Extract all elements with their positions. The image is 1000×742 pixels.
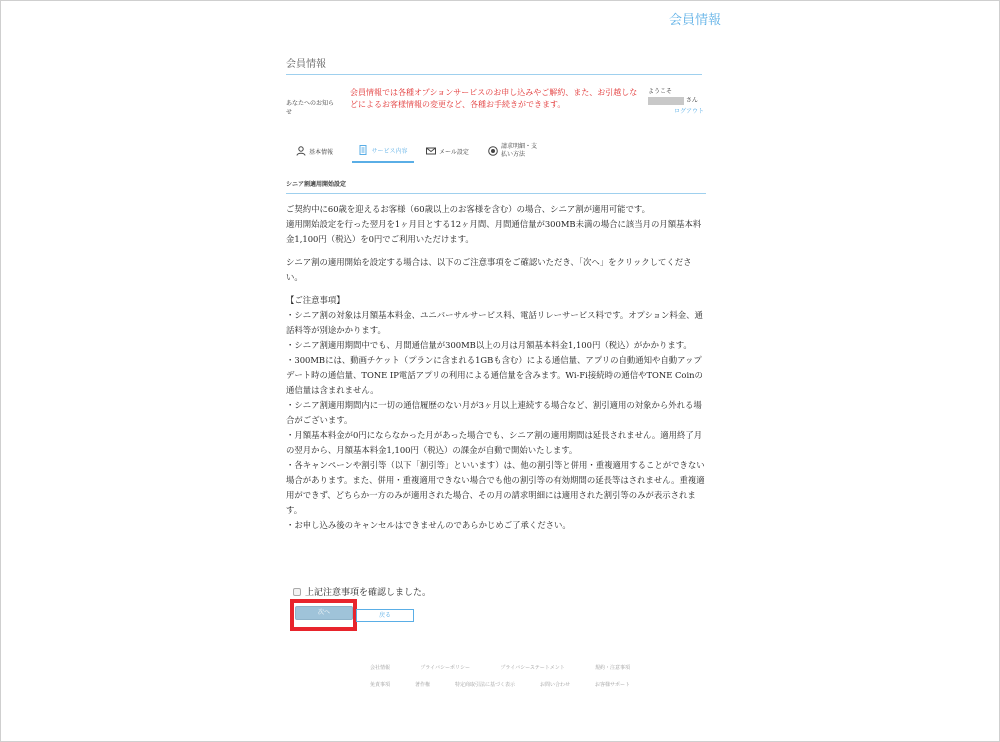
footer	[370, 664, 630, 698]
next-button[interactable]: 次へ	[295, 606, 353, 620]
member-info-link[interactable]: 会員情報	[668, 13, 721, 28]
footer-link-privacy-policy[interactable]: プライバシーポリシー	[420, 665, 471, 671]
tab-billing[interactable]	[488, 139, 537, 163]
tab-service[interactable]	[352, 139, 414, 163]
note-item: ・シニア割の対象は月額基本料金、ユニバーサルサービス料、電話リレーサービス料です。オプション料金、通話料等が別途かかります。	[286, 310, 703, 335]
user-name-mask	[648, 97, 684, 105]
footer-link-privacy-statement[interactable]: プライバシーステートメント	[500, 665, 565, 671]
intro-paragraph-2: 適用開始設定を行った翌月を1ヶ月目とする12ヶ月間、月間通信量が300MB未満の場合に該当月の月額基本料金1,100円（税込）を0円でご利用いただけます。	[286, 219, 702, 244]
footer-row-2	[370, 681, 630, 688]
notice-text: 会員情報では各種オプションサービスのお申し込みやご解約、また、お引越しなどによるお客様情報の変更など、各種お手続きができます。	[350, 88, 638, 109]
section-title: シニア割適用開始設定	[286, 179, 706, 194]
footer-row-1	[370, 664, 630, 671]
tab-billing-label: 請求明細・支払い方法	[501, 143, 538, 158]
confirm-checkbox-row[interactable]	[293, 585, 431, 598]
footer-link-contact[interactable]: お問い合わせ	[539, 682, 570, 688]
mail-icon	[426, 146, 436, 156]
confirm-checkbox[interactable]	[293, 588, 301, 596]
note-item: ・シニア割適用期間中でも、月間通信量が300MB以上の月は月額基本料金1,100円（税込）がかかります。	[286, 340, 692, 350]
confirm-checkbox-label: 上記注意事項を確認しました。	[305, 588, 432, 598]
billing-icon	[488, 146, 498, 156]
note-item: ・300MBには、動画チケット（プランに含まれる1GBも含む）による通信量、アプリの自動通知や自動アップデート時の通信量、TONE IP電話アプリの利用による通信量を含みます。Wi-Fi接続時の通信やTONE Coinの通信量は含まれません。	[286, 355, 703, 395]
instruction-paragraph: シニア割の適用開始を設定する場合は、以下のご注意事項をご確認いただき、「次へ」をクリックしてください。	[286, 257, 692, 282]
user-icon	[296, 146, 306, 156]
document-icon	[358, 145, 368, 155]
welcome-suffix: さん	[685, 97, 698, 104]
page-title: 会員情報	[286, 55, 702, 75]
notes-heading: 【ご注意事項】	[286, 295, 345, 305]
tab-service-label: サービス内容	[371, 147, 408, 155]
footer-link-copyright[interactable]: 著作権	[414, 682, 430, 688]
footer-link-support[interactable]: お客様サポート	[594, 682, 630, 688]
back-button[interactable]: 戻る	[356, 609, 414, 622]
note-item: ・お申し込み後のキャンセルはできませんのであらかじめご了承ください。	[286, 520, 571, 530]
notice-label: あなたへのお知らせ	[286, 100, 335, 116]
note-item: ・各キャンペーンや割引等（以下「割引等」といいます）は、他の割引等と併用・重複適用することができない場合があります。また、併用・重複適用できない場合でも他の割引等の有効期間の延長等はされません。重複適用ができず、どちらか一方のみが適用された場合、その月の請求明細には適用された割引等のみが表示されます。	[286, 460, 705, 515]
tab-mail-settings[interactable]	[426, 139, 469, 163]
footer-link-company[interactable]: 会社情報	[370, 665, 391, 671]
tab-bar	[286, 139, 706, 165]
footer-link-commercial-law[interactable]: 特定商取引法に基づく表示	[454, 682, 515, 688]
note-item: ・シニア割適用期間内に一切の通信履歴のない月が3ヶ月以上連続する場合など、割引適用の対象から外れる場合がございます。	[286, 400, 702, 425]
tab-basic-info-label: 基本情報	[309, 148, 334, 156]
main-container	[286, 55, 706, 533]
terms-content	[286, 202, 706, 533]
tab-mail-settings-label: メール設定	[439, 148, 469, 156]
footer-link-terms[interactable]: 規約・注意事項	[594, 665, 630, 671]
next-button-highlight	[290, 599, 357, 631]
footer-link-disclaimer[interactable]: 免責事項	[370, 682, 391, 688]
intro-paragraph-1: ご契約中に60歳を迎えるお客様（60歳以上のお客様を含む）の場合、シニア割が適用可能です。	[286, 204, 651, 214]
welcome-prefix: ようこそ	[648, 88, 673, 95]
welcome-box	[648, 87, 704, 116]
note-item: ・月額基本料金が0円にならなかった月があった場合でも、シニア割の適用期間は延長されません。適用終了月の翌月から、月額基本料金1,100円（税込）の課金が自動で開始いたします。	[286, 430, 703, 455]
notice-area	[286, 87, 706, 133]
logout-link[interactable]: ログアウト	[673, 108, 704, 115]
tab-basic-info[interactable]	[296, 139, 333, 163]
